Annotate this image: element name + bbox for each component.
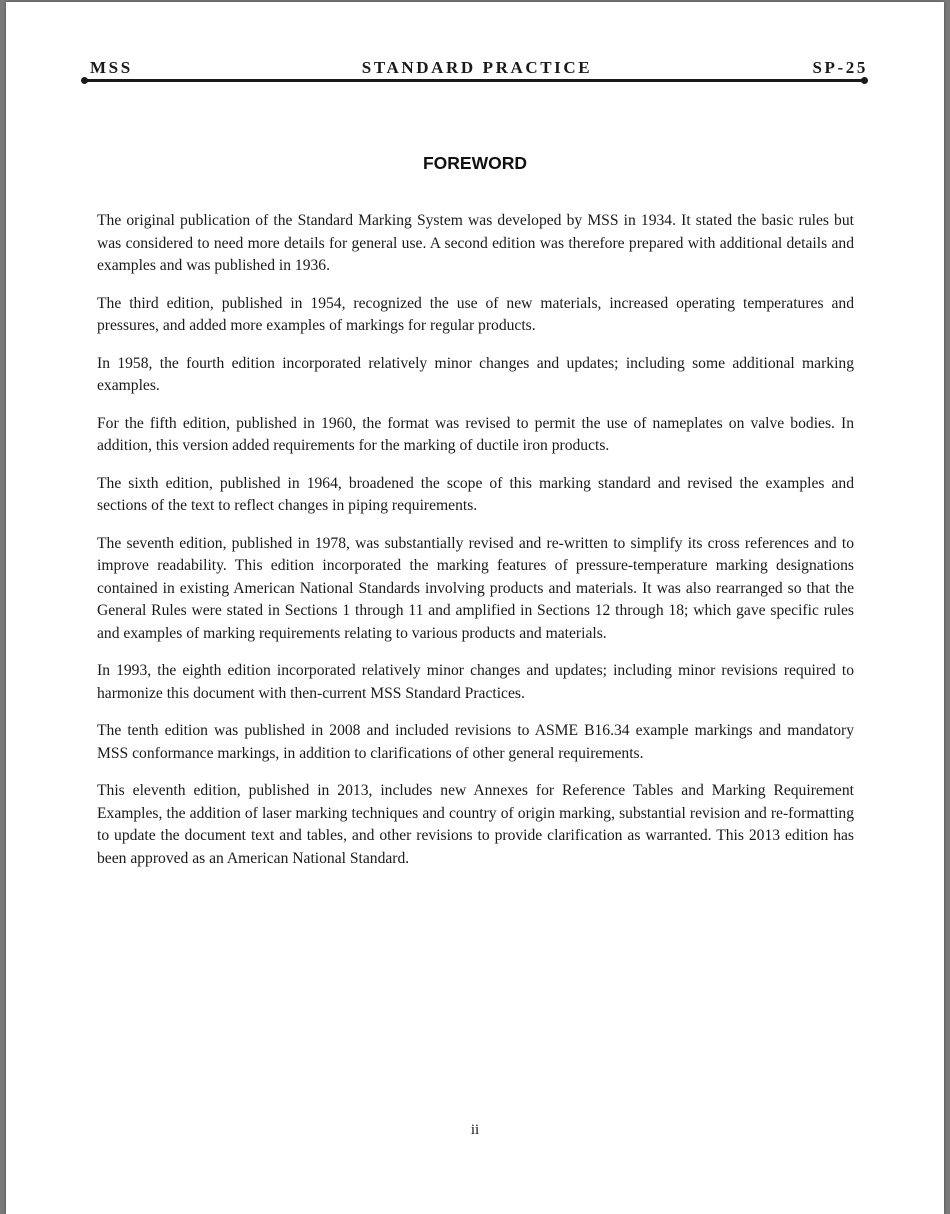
paragraph: In 1958, the fourth edition incorporated relatively minor changes and updates; including some additional marking examples. [97,354,854,394]
foreword-body [97,210,854,885]
paragraph: The tenth edition was published in 2008 and included revisions to ASME B16.34 example markings and mandatory MSS conformance markings, in addition to clarifications of other general requirements. [97,722,854,762]
page-title: FOREWORD [422,153,528,173]
page-number: ii [470,1122,480,1138]
paragraph: This eleventh edition, published in 2013, includes new Annexes for Reference Tables and Marking Requirement Examples, the addition of laser marking techniques and country of origin marking, substantial revision and re-formatting to update the document text and tables, and other revisions to provide clarification as warranted. This 2013 edition has been approved as an American National Standard. [97,782,854,867]
paragraph: In 1993, the eighth edition incorporated relatively minor changes and updates; including minor revisions required to harmonize this document with then-current MSS Standard Practices. [97,662,854,702]
paragraph: The original publication of the Standard Marking System was developed by MSS in 1934. It stated the basic rules but was considered to need more details for general use. A second edition was therefore prepared with additional details and examples and was published in 1936. [97,212,854,274]
header-rule-left-dot [81,77,88,84]
header-title: STANDARD PRACTICE [361,58,593,77]
paragraph: The seventh edition, published in 1978, was substantially revised and re-written to simplify its cross references and to improve readability. This edition incorporated the marking features of pressure-temperature marking designations contained in existing American National Standards involving products and materials. It was also rearranged so that the General Rules were stated in Sections 1 through 11 and amplified in Sections 12 through 18; which gave specific rules and examples of marking requirements relating to various products and materials. [97,534,854,642]
header-rule-right-dot [861,77,868,84]
document-page [6,2,944,1214]
header-doc-number: SP-25 [812,58,868,77]
paragraph: The third edition, published in 1954, recognized the use of new materials, increased operating temperatures and pressures, and added more examples of markings for regular products. [97,294,854,334]
header-rule [84,79,864,82]
header-org: MSS [90,58,133,77]
paragraph: The sixth edition, published in 1964, broadened the scope of this marking standard and revised the examples and sections of the text to reflect changes in piping requirements. [97,474,854,514]
paragraph: For the fifth edition, published in 1960, the format was revised to permit the use of nameplates on valve bodies. In addition, this version added requirements for the marking of ductile iron products. [97,414,854,454]
